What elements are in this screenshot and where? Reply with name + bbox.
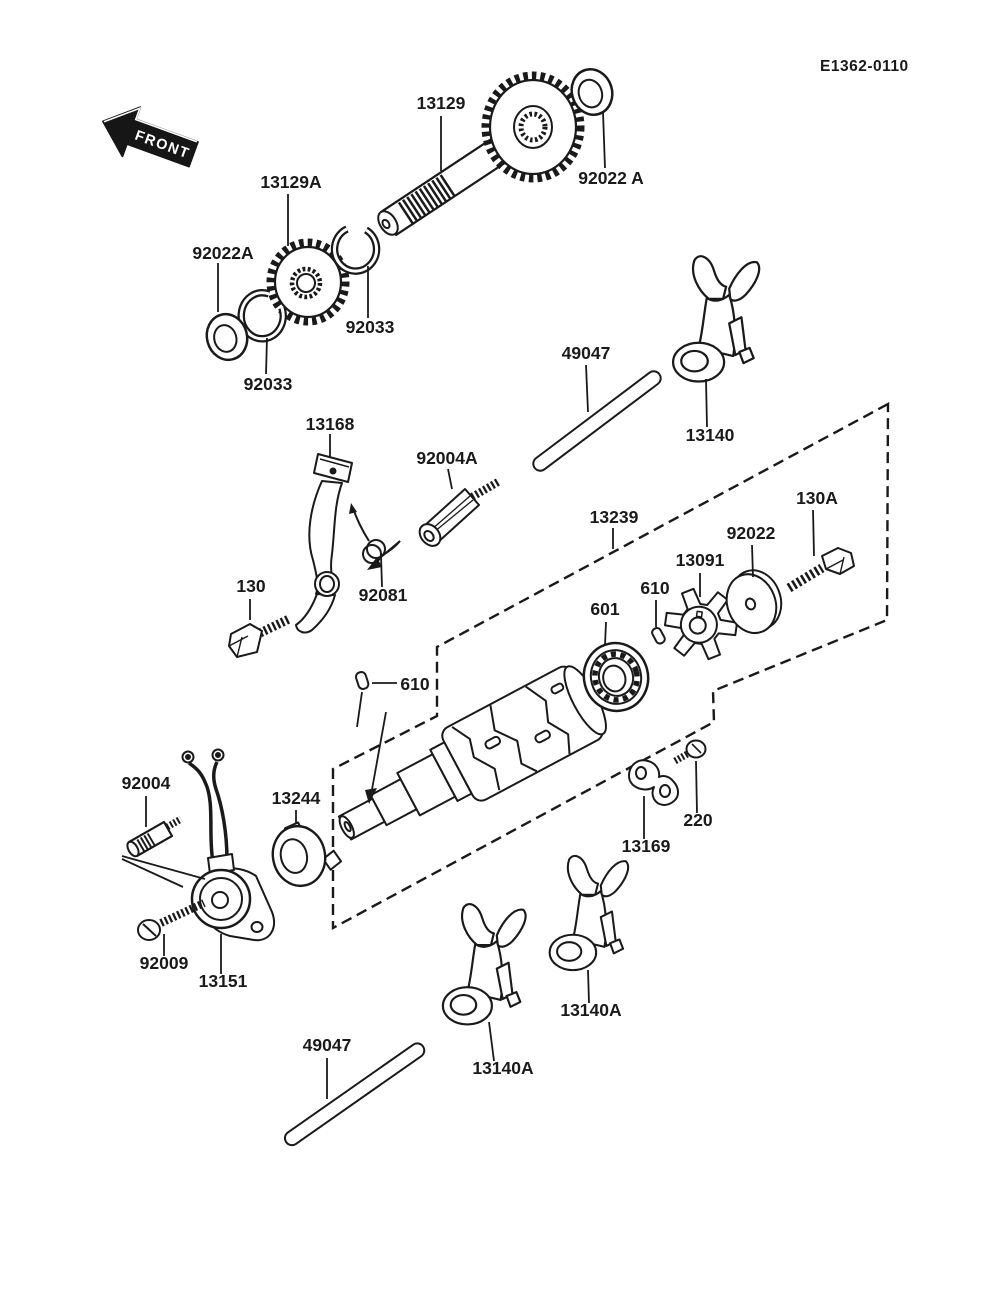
part-label-130: 130 <box>236 576 266 596</box>
part-label-92004a: 92004A <box>416 448 478 468</box>
diagram-code: E1362-0110 <box>820 58 909 75</box>
part-label-92081: 92081 <box>358 585 408 605</box>
part-label-92022a-top: 92022 A <box>578 168 644 188</box>
part-label-92004: 92004 <box>121 773 171 793</box>
part-label-13140: 13140 <box>685 425 735 445</box>
part-label-610-left: 610 <box>400 674 430 694</box>
part-label-13129: 13129 <box>416 93 466 113</box>
leader-13140a-right <box>588 970 589 1003</box>
leader-92033-left <box>266 338 267 374</box>
leader-220 <box>696 761 697 813</box>
leader-92081 <box>381 555 382 587</box>
part-label-92022a: 92022A <box>192 243 254 263</box>
part-label-610-right: 610 <box>640 578 670 598</box>
part-label-92022: 92022 <box>726 523 776 543</box>
leader-92022 <box>752 545 753 577</box>
part-label-13140a-right: 13140A <box>560 1000 622 1020</box>
leader-601 <box>605 622 606 645</box>
part-label-601: 601 <box>590 599 620 619</box>
part-label-13169: 13169 <box>621 836 671 856</box>
part-label-220: 220 <box>683 810 713 830</box>
part-label-13168: 13168 <box>305 414 355 434</box>
part-label-92009: 92009 <box>139 953 189 973</box>
part-label-13091: 13091 <box>675 550 725 570</box>
part-label-92033-right: 92033 <box>345 317 395 337</box>
part-label-13129a: 13129A <box>260 172 322 192</box>
part-label-13140a-left: 13140A <box>472 1058 534 1078</box>
leader-13140 <box>706 379 707 427</box>
part-label-49047-bottom: 49047 <box>302 1035 352 1055</box>
part-label-13239: 13239 <box>589 507 639 527</box>
part-label-49047-top: 49047 <box>561 343 611 363</box>
leader-130a <box>813 510 814 556</box>
part-label-13244: 13244 <box>271 788 321 808</box>
part-label-130a: 130A <box>796 488 838 508</box>
front-arrow-label: FRONT <box>132 127 193 163</box>
part-label-13151: 13151 <box>198 971 248 991</box>
part-label-92033-left: 92033 <box>243 374 293 394</box>
